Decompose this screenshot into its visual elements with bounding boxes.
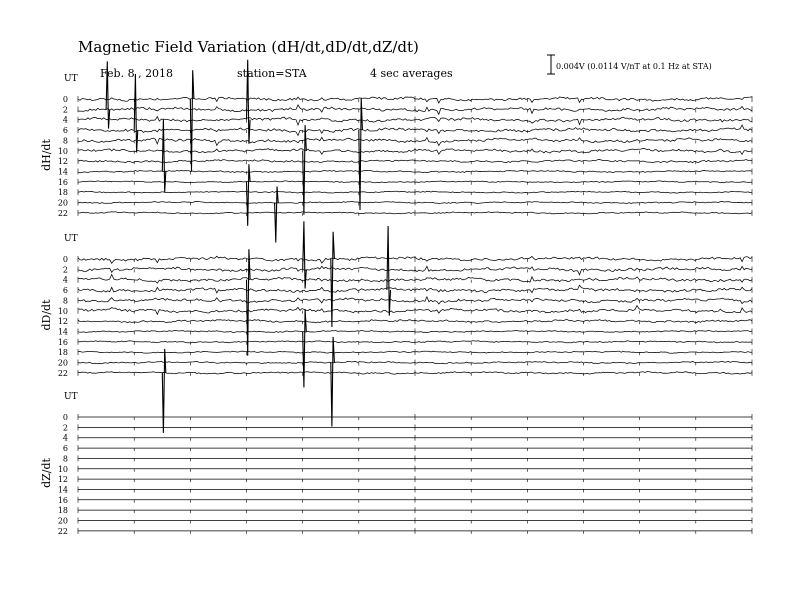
- panels: [40, 60, 752, 536]
- hour-label: 14: [57, 485, 68, 495]
- hour-label: 6: [62, 444, 68, 454]
- hour-label: 6: [62, 126, 68, 136]
- hour-label: 4: [62, 115, 68, 125]
- trace-spike: [303, 221, 307, 288]
- panel-ylabel: dZ/dt: [40, 458, 53, 488]
- trace-spike: [275, 187, 279, 243]
- ut-label: UT: [64, 74, 78, 84]
- hour-label: 20: [57, 358, 68, 368]
- panel-ylabel: dH/dt: [40, 139, 53, 171]
- hour-label: 0: [62, 413, 68, 422]
- panel-3: [40, 392, 752, 536]
- trace-spike: [359, 98, 363, 210]
- hour-label: 22: [57, 526, 68, 536]
- hour-label: 20: [57, 516, 68, 526]
- hour-label: 2: [62, 423, 68, 433]
- hour-label: 12: [57, 157, 68, 167]
- ut-label: UT: [64, 234, 78, 244]
- station-label: station=STA: [237, 67, 307, 80]
- panel-2: [40, 221, 752, 433]
- hour-label: 8: [62, 136, 68, 146]
- hour-label: 16: [57, 177, 68, 187]
- hour-label: 18: [57, 188, 68, 198]
- hour-label: 10: [57, 146, 68, 156]
- hour-label: 0: [62, 255, 68, 264]
- hour-label: 14: [57, 167, 68, 177]
- panel-1: [40, 60, 752, 243]
- scale-label: 0.004V (0.0114 V/nT at 0.1 Hz at STA): [556, 62, 712, 71]
- hour-label: 12: [57, 475, 68, 485]
- hour-label: 0: [62, 95, 68, 104]
- trace-spike: [247, 164, 251, 226]
- ut-label: UT: [64, 392, 78, 402]
- averaging-label: 4 sec averages: [370, 67, 453, 80]
- hour-label: 12: [57, 317, 68, 327]
- hour-label: 8: [62, 296, 68, 306]
- hour-label: 18: [57, 348, 68, 358]
- chart-title: Magnetic Field Variation (dH/dt,dD/dt,dZ/dt): [78, 38, 419, 56]
- trace-spike: [331, 337, 335, 427]
- hour-label: 18: [57, 506, 68, 516]
- hour-label: 22: [57, 368, 68, 378]
- hour-label: 16: [57, 337, 68, 347]
- trace-spike: [303, 125, 307, 215]
- hour-label: 2: [62, 105, 68, 115]
- hour-label: 16: [57, 495, 68, 505]
- hour-label: 4: [62, 275, 68, 285]
- hour-label: 2: [62, 265, 68, 275]
- trace-spike: [387, 226, 391, 316]
- hour-label: 10: [57, 306, 68, 316]
- hour-label: 10: [57, 464, 68, 474]
- scale-bar: [547, 55, 555, 74]
- date-label: Feb. 8 , 2018: [100, 67, 174, 80]
- trace-spike: [162, 349, 166, 433]
- hour-label: 6: [62, 286, 68, 296]
- hour-label: 20: [57, 198, 68, 208]
- hour-label: 4: [62, 433, 68, 443]
- hour-label: 22: [57, 208, 68, 218]
- hour-label: 14: [57, 327, 68, 337]
- trace-spike: [303, 309, 307, 387]
- hour-label: 8: [62, 454, 68, 464]
- panel-ylabel: dD/dt: [40, 299, 53, 331]
- trace-spike: [331, 232, 335, 327]
